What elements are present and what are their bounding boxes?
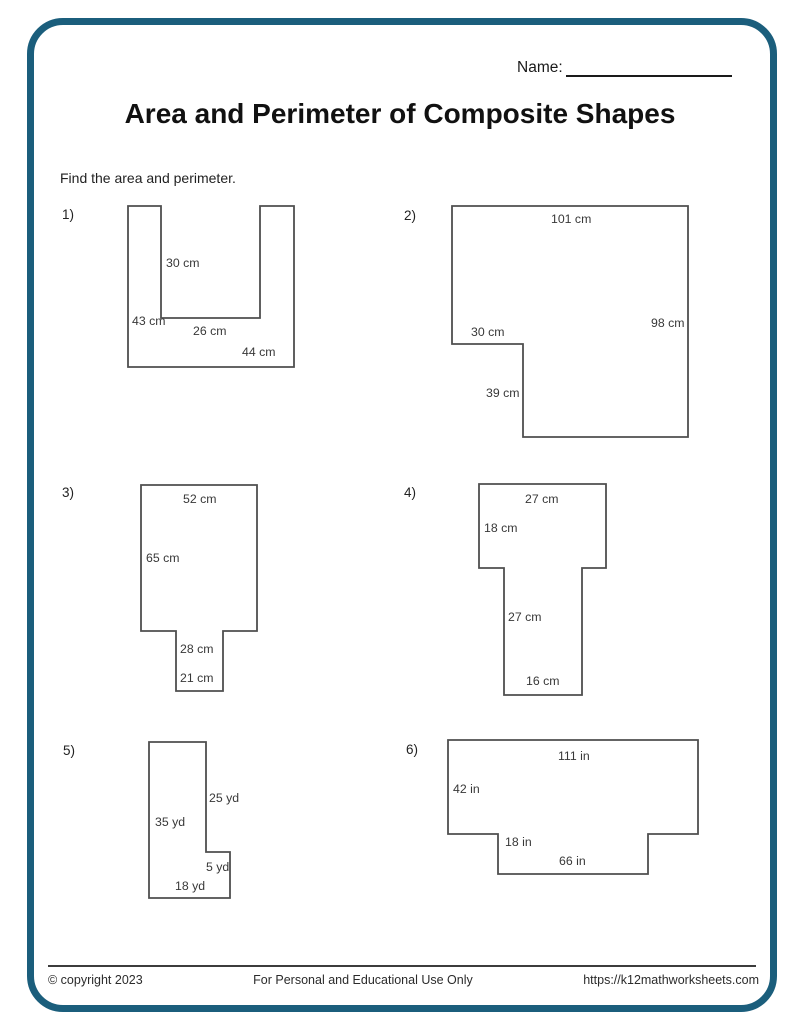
dimension-label: 18 in	[505, 835, 532, 849]
dimension-label: 44 cm	[242, 345, 276, 359]
problem-5-number: 5)	[63, 743, 76, 758]
dimension-label: 28 cm	[180, 642, 214, 656]
dimension-label: 42 in	[453, 782, 480, 796]
dimension-label: 16 cm	[526, 674, 560, 688]
instruction-text: Find the area and perimeter.	[60, 170, 236, 186]
dimension-label: 27 cm	[525, 492, 559, 506]
dimension-label: 26 cm	[193, 324, 227, 338]
dimension-label: 25 yd	[209, 791, 240, 805]
dimension-label: 18 yd	[175, 879, 206, 893]
footer	[48, 973, 759, 987]
dimension-label: 35 yd	[155, 815, 186, 829]
problem-1-shape	[128, 206, 294, 367]
dimension-label: 5 yd	[206, 860, 230, 874]
problem-4-number: 4)	[404, 485, 417, 500]
dimension-label: 66 in	[559, 854, 586, 868]
problem-3-shape	[141, 485, 257, 691]
dimension-label: 111 in	[558, 749, 590, 763]
footer-url[interactable]: https://k12mathworksheets.com	[583, 973, 759, 987]
dimension-label: 39 cm	[486, 386, 520, 400]
dimension-label: 52 cm	[183, 492, 217, 506]
dimension-label: 21 cm	[180, 671, 214, 685]
dimension-label: 43 cm	[132, 314, 166, 328]
problem-6-number: 6)	[406, 742, 419, 757]
dimension-label: 65 cm	[146, 551, 180, 565]
dimension-label: 101 cm	[551, 212, 592, 226]
problem-3-number: 3)	[62, 485, 75, 500]
footer-copyright: © copyright 2023	[48, 973, 143, 987]
dimension-label: 98 cm	[651, 316, 685, 330]
problem-2-number: 2)	[404, 208, 417, 223]
dimension-label: 18 cm	[484, 521, 518, 535]
footer-usage-text: For Personal and Educational Use Only	[253, 973, 473, 987]
page-title: Area and Perimeter of Composite Shapes	[124, 98, 676, 129]
dimension-label: 27 cm	[508, 610, 542, 624]
name-label: Name:	[517, 59, 563, 76]
dimension-label: 30 cm	[166, 256, 200, 270]
dimension-label: 30 cm	[471, 325, 505, 339]
problem-4-shape	[479, 484, 606, 695]
footer-divider	[48, 965, 756, 967]
problem-1-number: 1)	[62, 207, 75, 222]
